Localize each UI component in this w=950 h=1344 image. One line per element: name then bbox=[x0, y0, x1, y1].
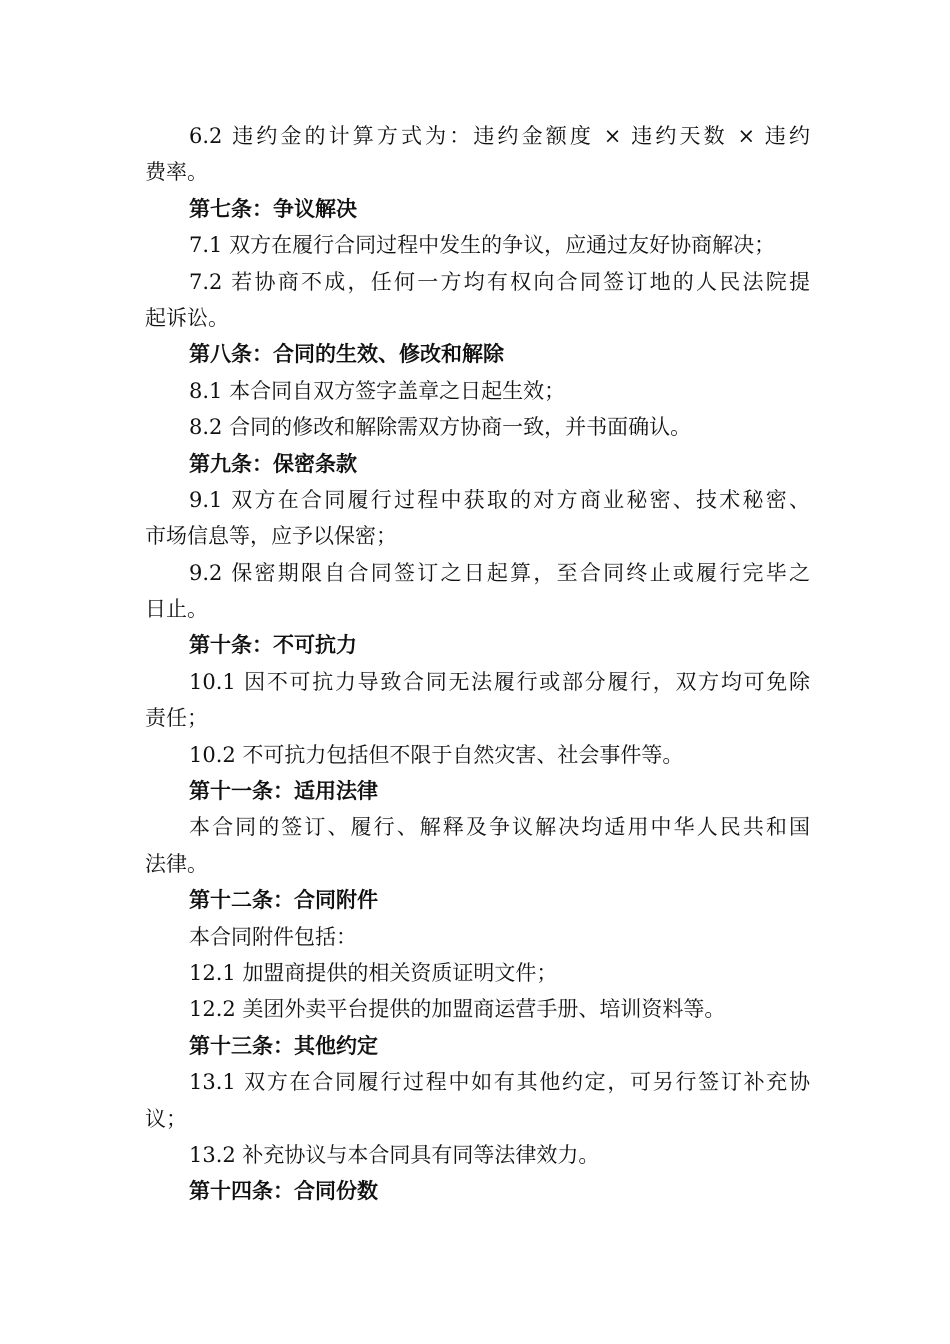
paragraph-line: 9.1 双方在合同履行过程中获取的对方商业秘密、技术秘密、 bbox=[189, 487, 810, 512]
paragraph-line: 8.1 本合同自双方签字盖章之日起生效； bbox=[189, 378, 566, 403]
heading-text: 第十条：不可抗力 bbox=[189, 633, 357, 658]
section-heading bbox=[145, 336, 810, 372]
section-heading bbox=[145, 1028, 810, 1064]
clause-paragraph bbox=[145, 919, 810, 955]
clause-paragraph bbox=[145, 227, 810, 263]
clause-paragraph bbox=[145, 664, 810, 737]
paragraph-line: 13.2 补充协议与本合同具有同等法律效力。 bbox=[189, 1142, 600, 1167]
section-heading bbox=[145, 627, 810, 663]
clause-paragraph bbox=[145, 737, 810, 773]
paragraph-line: 7.2 若协商不成，任何一方均有权向合同签订地的人民法院提 bbox=[189, 269, 810, 294]
paragraph-line: 本合同的签订、履行、解释及争议解决均适用中华人民共和国 bbox=[189, 815, 810, 840]
clause-paragraph bbox=[145, 118, 810, 191]
clause-paragraph bbox=[145, 482, 810, 555]
paragraph-line: 12.1 加盟商提供的相关资质证明文件； bbox=[189, 960, 558, 985]
paragraph-line: 12.2 美团外卖平台提供的加盟商运营手册、培训资料等。 bbox=[189, 997, 726, 1022]
paragraph-line: 10.1 因不可抗力导致合同无法履行或部分履行，双方均可免除 bbox=[189, 669, 810, 694]
clause-paragraph bbox=[145, 555, 810, 628]
section-heading bbox=[145, 773, 810, 809]
heading-text: 第十三条：其他约定 bbox=[189, 1033, 378, 1058]
paragraph-line: 费率。 bbox=[145, 160, 208, 185]
clause-paragraph bbox=[145, 1064, 810, 1137]
paragraph-line: 本合同附件包括： bbox=[189, 924, 357, 949]
heading-text: 第十四条：合同份数 bbox=[189, 1179, 378, 1204]
paragraph-line: 法律。 bbox=[145, 851, 208, 876]
paragraph-line: 6.2 违约金的计算方式为：违约金额度 × 违约天数 × 违约 bbox=[189, 124, 810, 148]
paragraph-line: 7.1 双方在履行合同过程中发生的争议，应通过友好协商解决； bbox=[189, 233, 776, 258]
clause-paragraph bbox=[145, 409, 810, 445]
clause-paragraph bbox=[145, 955, 810, 991]
heading-text: 第十一条：适用法律 bbox=[189, 779, 378, 804]
section-heading bbox=[145, 446, 810, 482]
paragraph-line: 议； bbox=[145, 1106, 187, 1131]
clause-paragraph bbox=[145, 1137, 810, 1173]
paragraph-line: 8.2 合同的修改和解除需双方协商一致，并书面确认。 bbox=[189, 415, 692, 440]
section-heading bbox=[145, 1173, 810, 1209]
clause-paragraph bbox=[145, 264, 810, 337]
paragraph-line: 日止。 bbox=[145, 597, 208, 622]
clause-paragraph bbox=[145, 809, 810, 882]
section-heading bbox=[145, 191, 810, 227]
document-page bbox=[145, 118, 810, 1210]
paragraph-line: 市场信息等，应予以保密； bbox=[145, 524, 397, 549]
clause-paragraph bbox=[145, 373, 810, 409]
paragraph-line: 起诉讼。 bbox=[145, 305, 229, 330]
paragraph-line: 10.2 不可抗力包括但不限于自然灾害、社会事件等。 bbox=[189, 742, 684, 767]
paragraph-line: 13.1 双方在合同履行过程中如有其他约定，可另行签订补充协 bbox=[189, 1070, 810, 1095]
heading-text: 第九条：保密条款 bbox=[189, 451, 357, 476]
paragraph-line: 9.2 保密期限自合同签订之日起算，至合同终止或履行完毕之 bbox=[189, 560, 810, 585]
heading-text: 第七条：争议解决 bbox=[189, 196, 357, 221]
section-heading bbox=[145, 882, 810, 918]
paragraph-line: 责任； bbox=[145, 706, 208, 731]
heading-text: 第八条：合同的生效、修改和解除 bbox=[189, 342, 504, 367]
heading-text: 第十二条：合同附件 bbox=[189, 888, 378, 913]
clause-paragraph bbox=[145, 991, 810, 1027]
